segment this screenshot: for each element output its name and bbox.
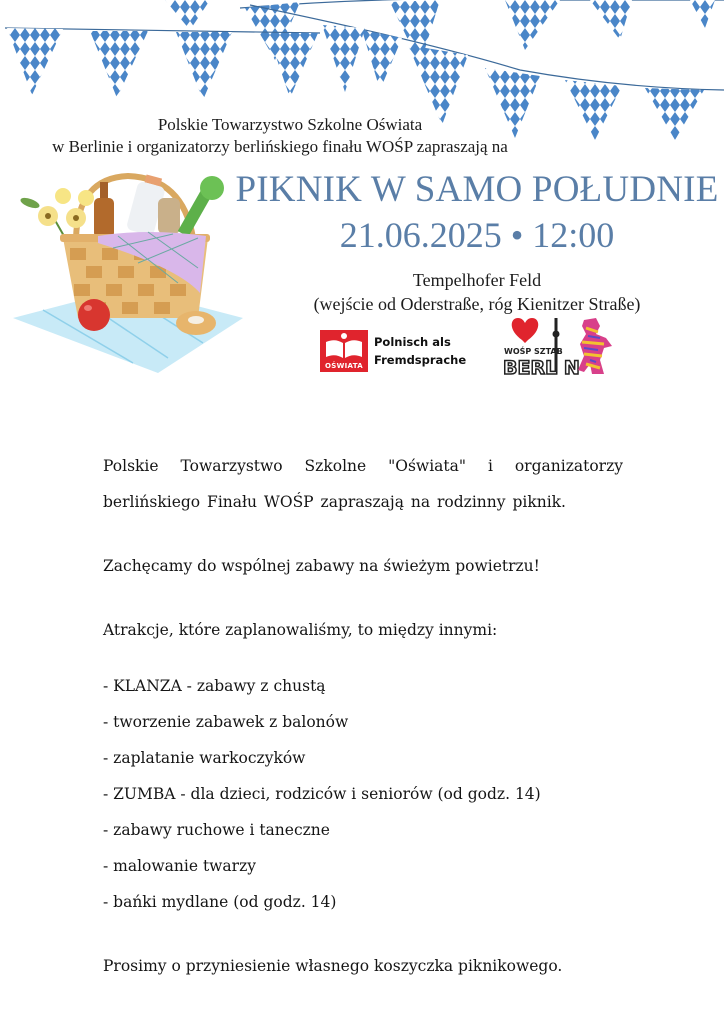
attractions-list <box>103 668 623 920</box>
attractions-heading: Atrakcje, które zaplanowaliśmy, to między innymi: <box>103 621 498 639</box>
event-datetime: 21.06.2025 • 12:00 <box>339 215 615 255</box>
oswiata-book-icon <box>320 330 368 372</box>
closing-note: Prosimy o przyniesienie własnego koszyczka piknikowego. <box>103 957 563 975</box>
picnic-basket-illustration-icon <box>8 168 248 383</box>
oswiata-label: OŚWIATA <box>325 362 363 370</box>
list-item: - malowanie twarzy <box>103 857 257 875</box>
list-item: - zabawy ruchowe i taneczne <box>103 821 330 839</box>
intro-paragraph: Polskie Towarzystwo Szkolne "Oświata" i organizatorzy berlińskiego Finału WOŚP zapraszają na rodzinny piknik. <box>103 457 623 511</box>
list-item: - ZUMBA - dla dzieci, rodziców i seniorów (od godz. 14) <box>103 785 541 803</box>
oswiata-logo <box>320 328 475 376</box>
location-name: Tempelhofer Feld <box>412 270 542 290</box>
event-title-block <box>230 168 724 316</box>
organizer-intro-line-1: Polskie Towarzystwo Szkolne Oświata <box>157 115 423 134</box>
location-detail: (wejście od Oderstraße, róg Kienitzer Straße) <box>313 294 641 314</box>
organizer-intro <box>0 114 560 158</box>
organizer-intro-line-2: w Berlinie i organizatorzy berlińskiego finału WOŚP zapraszają na <box>52 137 508 156</box>
event-title: PIKNIK W SAMO POŁUDNIE <box>235 169 719 210</box>
list-item: - KLANZA - zabawy z chustą <box>103 677 326 695</box>
svg-text:WOŚP SZTAB: WOŚP SZTAB <box>504 347 563 356</box>
list-item: - zaplatanie warkoczyków <box>103 749 306 767</box>
event-location <box>230 268 724 316</box>
encouragement-text: Zachęcamy do wspólnej zabawy na świeżym powietrzu! <box>103 557 540 575</box>
list-item: - bańki mydlane (od godz. 14) <box>103 893 337 911</box>
svg-text:BERL N: BERL N <box>503 357 580 379</box>
polnisch-als-fremdsprache-text: Polnisch als Fremdsprache <box>374 335 467 367</box>
main-content <box>103 448 623 984</box>
list-item: - tworzenie zabawek z balonów <box>103 713 349 731</box>
wosp-sztab-berlin-logo-icon <box>500 314 620 380</box>
